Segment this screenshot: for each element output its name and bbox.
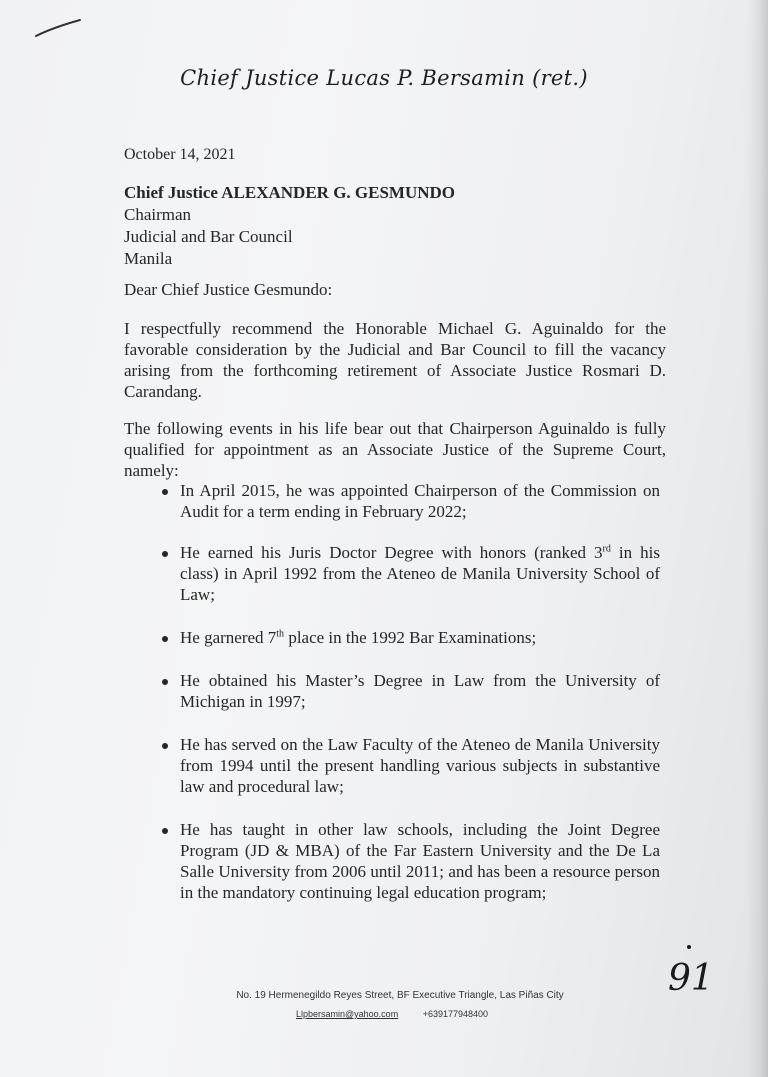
- letterhead: Chief Justice Lucas P. Bersamin (ret.): [180, 66, 588, 90]
- body-paragraph: I respectfully recommend the Honorable Michael G. Aguinaldo for the favorable consideration by the Judicial and Bar Council to fill the vacancy arising from the forthcoming retirement of Associate Justice Rosmari D. Carandang.: [124, 319, 666, 401]
- list-item-text: He obtained his Master’s Degree in Law from the University of Michigan in 1997;: [180, 671, 660, 711]
- footer-phone: +639177948400: [422, 1009, 489, 1019]
- addressee-name: Chief Justice ALEXANDER G. GESMUNDO: [124, 183, 456, 202]
- footer-address: No. 19 Hermenegildo Reyes Street, BF Executive Triangle, Las Piñas City: [236, 990, 564, 1001]
- ordinal-suffix: th: [276, 628, 285, 640]
- addressee-city: Manila: [124, 249, 173, 268]
- list-item: [160, 542, 660, 605]
- letter-date: October 14, 2021: [124, 146, 236, 163]
- footer-contact: [296, 1009, 488, 1019]
- footer-email: Llpbersamin@yahoo.com: [296, 1009, 399, 1019]
- list-item: [160, 670, 660, 712]
- handwritten-page-number: 91: [668, 958, 714, 999]
- body-paragraph: The following events in his life bear out that Chairperson Aguinaldo is fully qualified for appointment as an Associate Justice of the Supreme Court, namely:: [124, 419, 666, 480]
- salutation: Dear Chief Justice Gesmundo:: [124, 280, 333, 299]
- addressee-title: Chairman: [124, 205, 192, 224]
- list-item-text: In April 2015, he was appointed Chairperson of the Commission on Audit for a term ending in February 2022;: [180, 481, 660, 521]
- pen-stroke-mark: [34, 18, 84, 40]
- list-item: [160, 480, 660, 522]
- list-item: [160, 734, 660, 797]
- qualifications-list: [160, 480, 660, 903]
- page-edge-shadow: [746, 0, 768, 1077]
- list-item-text: He has taught in other law schools, including the Joint Degree Program (JD & MBA) of the Far Eastern University and the De La Salle University from 2006 until 2011; and has been a resource person in the mandatory continuing legal education program;: [180, 820, 660, 902]
- list-item-text: He earned his Juris Doctor Degree with honors (ranked 3: [180, 543, 603, 562]
- list-item: [160, 627, 660, 648]
- addressee-organization: Judicial and Bar Council: [124, 227, 293, 246]
- list-item-text: in his class) in April 1992 from the Ateneo de Manila University School of Law;: [180, 543, 660, 604]
- list-item-text: He garnered 7: [180, 628, 277, 647]
- list-item: [160, 819, 660, 903]
- ordinal-suffix: rd: [602, 543, 611, 555]
- list-item-text: place in the 1992 Bar Examinations;: [284, 628, 537, 647]
- list-item-text: He has served on the Law Faculty of the Ateneo de Manila University from 1994 until the present handling various subjects in substantive law and procedural law;: [180, 735, 660, 796]
- page-number-dot: [687, 945, 691, 949]
- addressee-block: [124, 182, 455, 270]
